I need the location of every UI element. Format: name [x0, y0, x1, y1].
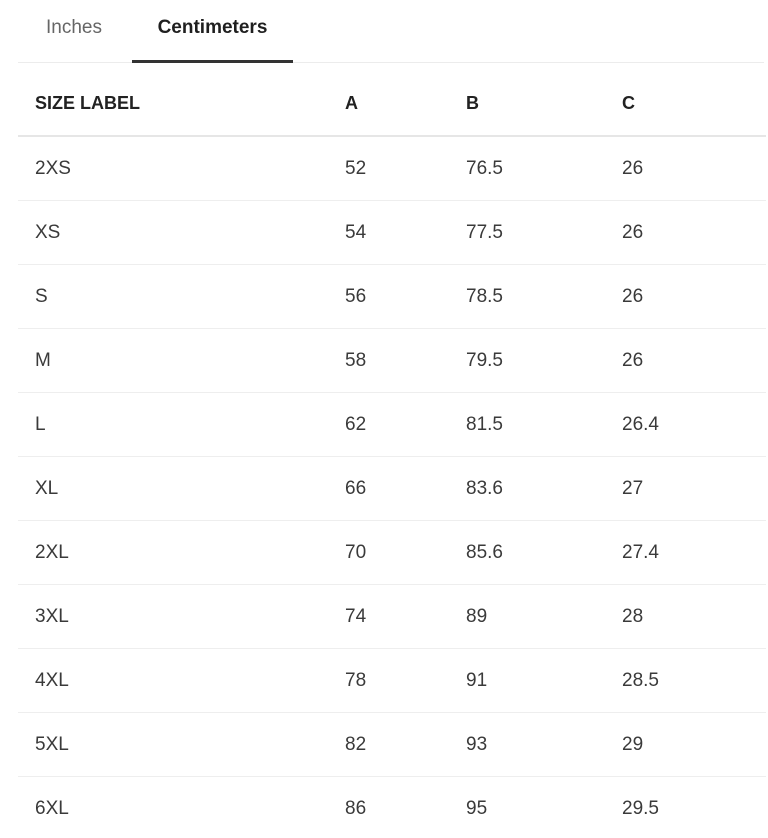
table-row	[18, 265, 766, 329]
measure-c-cell: 26	[622, 136, 766, 201]
measure-b-cell: 85.6	[466, 521, 622, 585]
size-label-cell: S	[18, 265, 345, 329]
table-row	[18, 521, 766, 585]
measure-c-cell: 27.4	[622, 521, 766, 585]
measure-a-cell: 58	[345, 329, 466, 393]
size-label-cell: 2XL	[18, 521, 345, 585]
table-row	[18, 136, 766, 201]
measure-b-cell: 95	[466, 777, 622, 838]
measure-b-cell: 83.6	[466, 457, 622, 521]
measure-a-cell: 52	[345, 136, 466, 201]
tab-inches[interactable]: Inches	[46, 17, 102, 38]
measure-b-cell: 78.5	[466, 265, 622, 329]
size-label-cell: 5XL	[18, 713, 345, 777]
measure-a-cell: 66	[345, 457, 466, 521]
measure-b-cell: 93	[466, 713, 622, 777]
measure-a-cell: 70	[345, 521, 466, 585]
measure-c-cell: 26.4	[622, 393, 766, 457]
table-row	[18, 585, 766, 649]
measure-b-cell: 81.5	[466, 393, 622, 457]
table-body	[18, 136, 766, 838]
measure-c-cell: 28.5	[622, 649, 766, 713]
column-header-size-label: SIZE LABEL	[18, 72, 345, 136]
table-row	[18, 393, 766, 457]
measure-b-cell: 76.5	[466, 136, 622, 201]
measure-c-cell: 26	[622, 201, 766, 265]
unit-tabs	[18, 0, 764, 63]
measure-b-cell: 77.5	[466, 201, 622, 265]
table-row	[18, 649, 766, 713]
table-row	[18, 329, 766, 393]
tab-centimeters[interactable]: Centimeters	[132, 0, 293, 62]
size-label-cell: XL	[18, 457, 345, 521]
measure-c-cell: 29	[622, 713, 766, 777]
size-label-cell: 3XL	[18, 585, 345, 649]
column-header-b: B	[466, 72, 622, 136]
table-row	[18, 457, 766, 521]
measure-c-cell: 28	[622, 585, 766, 649]
column-header-c: C	[622, 72, 766, 136]
measure-c-cell: 26	[622, 265, 766, 329]
measure-c-cell: 26	[622, 329, 766, 393]
size-label-cell: M	[18, 329, 345, 393]
measure-a-cell: 78	[345, 649, 466, 713]
table-header	[18, 72, 766, 136]
table-row	[18, 713, 766, 777]
size-label-cell: 4XL	[18, 649, 345, 713]
measure-a-cell: 62	[345, 393, 466, 457]
size-table	[18, 72, 766, 838]
size-label-cell: XS	[18, 201, 345, 265]
size-label-cell: L	[18, 393, 345, 457]
measure-a-cell: 86	[345, 777, 466, 838]
table-row	[18, 777, 766, 838]
size-label-cell: 6XL	[18, 777, 345, 838]
header-row	[18, 72, 766, 136]
measure-a-cell: 56	[345, 265, 466, 329]
measure-c-cell: 27	[622, 457, 766, 521]
measure-a-cell: 54	[345, 201, 466, 265]
table-row	[18, 201, 766, 265]
measure-b-cell: 91	[466, 649, 622, 713]
measure-a-cell: 74	[345, 585, 466, 649]
size-label-cell: 2XS	[18, 136, 345, 201]
measure-b-cell: 79.5	[466, 329, 622, 393]
measure-c-cell: 29.5	[622, 777, 766, 838]
column-header-a: A	[345, 72, 466, 136]
measure-a-cell: 82	[345, 713, 466, 777]
measure-b-cell: 89	[466, 585, 622, 649]
